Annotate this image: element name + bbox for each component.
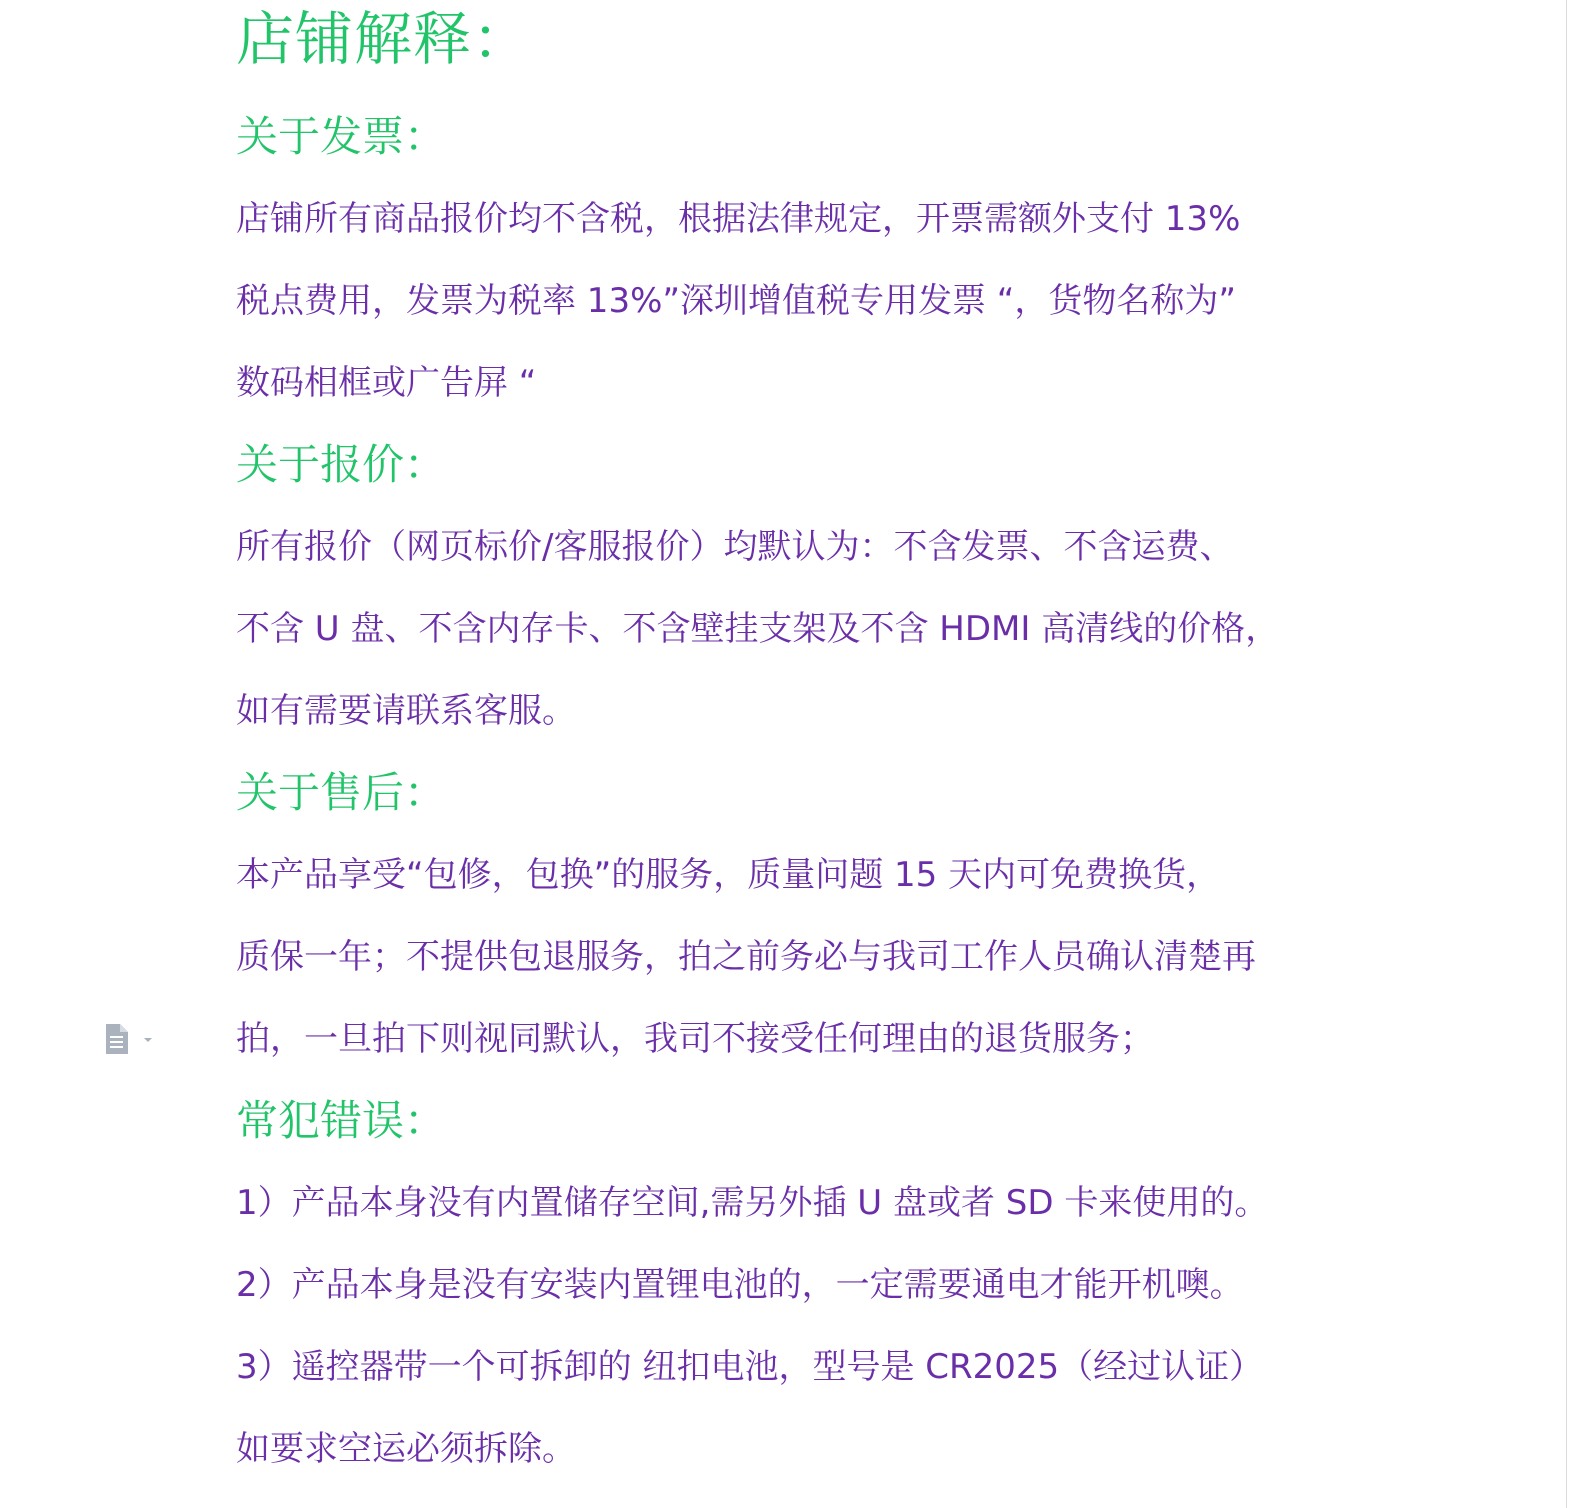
paragraph-line: 所有报价（网页标价/客服报价）均默认为：不含发票、不含运费、 [236, 527, 1234, 567]
section-body-common-mistakes [236, 1162, 1346, 1490]
paragraph-line: 本产品享受“包修，包换”的服务，质量问题 15 天内可免费换货， [236, 855, 1221, 895]
section-invoice [236, 82, 1346, 424]
section-heading-invoice: 关于发票： [236, 112, 447, 161]
section-heading-common-mistakes: 常犯错误： [236, 1096, 447, 1145]
paragraph-line: 质保一年；不提供包退服务，拍之前务必与我司工作人员确认清楚再 [236, 937, 1256, 977]
paragraph-line: 3）遥控器带一个可拆卸的 纽扣电池，型号是 CR2025（经过认证） [236, 1347, 1264, 1387]
paragraph-line: 如要求空运必须拆除。 [236, 1429, 576, 1469]
document-body [236, 0, 1346, 1490]
section-body-pricing [236, 506, 1346, 752]
section-heading-after-sales: 关于售后： [236, 768, 447, 817]
caret-down-icon [144, 1038, 152, 1042]
paragraph-line: 税点费用，发票为税率 13%”深圳增值税专用发票 “，货物名称为” [236, 281, 1237, 321]
page-edge-divider [1566, 0, 1567, 1508]
document-icon [104, 1022, 160, 1056]
section-after-sales [236, 752, 1346, 1080]
paragraph-line: 店铺所有商品报价均不含税，根据法律规定，开票需额外支付 13% [236, 199, 1241, 239]
paragraph-line: 不含 U 盘、不含内存卡、不含壁挂支架及不含 HDMI 高清线的价格， [236, 609, 1280, 649]
paragraph-line: 数码相框或广告屏 “ [236, 363, 537, 403]
paragraph-menu-button[interactable] [104, 1022, 160, 1056]
section-pricing [236, 424, 1346, 752]
paragraph-line: 拍，一旦拍下则视同默认，我司不接受任何理由的退货服务； [236, 1019, 1154, 1059]
paragraph-line: 2）产品本身是没有安装内置锂电池的，一定需要通电才能开机噢。 [236, 1265, 1244, 1305]
document-title: 店铺解释： [236, 5, 532, 73]
paragraph-line: 1）产品本身没有内置储存空间,需另外插 U 盘或者 SD 卡来使用的。 [236, 1183, 1269, 1223]
paragraph-line: 如有需要请联系客服。 [236, 691, 576, 731]
section-body-after-sales [236, 834, 1346, 1080]
section-body-invoice [236, 178, 1346, 424]
section-heading-pricing: 关于报价： [236, 440, 447, 489]
section-common-mistakes [236, 1080, 1346, 1490]
